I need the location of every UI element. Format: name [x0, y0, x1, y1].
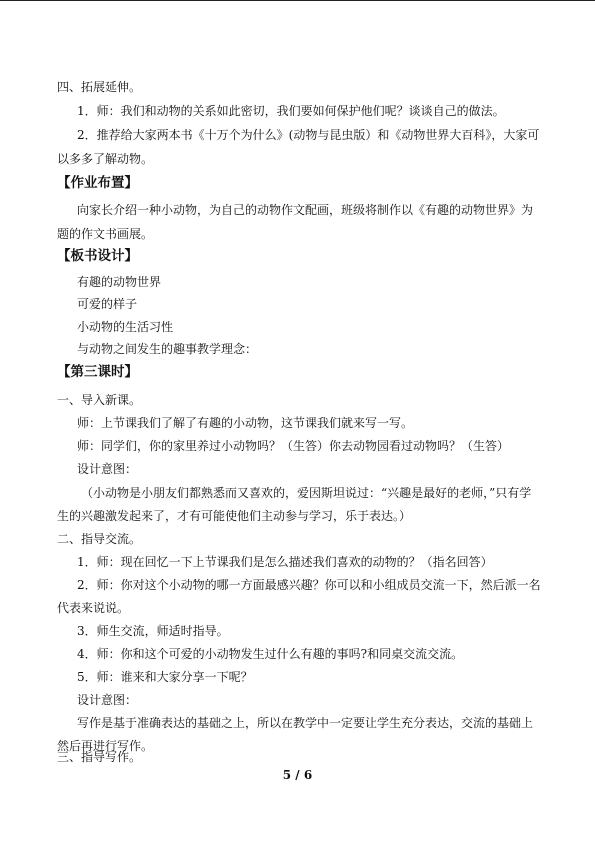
- extend-item-2: 2．推荐给大家两本书《十万个为什么》(动物与昆虫版）和《动物世界大百科》，大家可: [77, 128, 540, 142]
- board-line-4: 与动物之间发生的趣事教学理念：: [77, 342, 258, 356]
- section-heading-extend: 四、拓展延伸。: [57, 80, 142, 94]
- part1-line-2: 师：同学们，你的家里养过小动物吗？（生答）你去动物园看过动物吗？（生答）: [77, 439, 510, 453]
- part2-design-text: 写作是基于准确表达的基础之上，所以在教学中一定要让学生充分表达，交流的基础上: [77, 716, 534, 730]
- part2-item-1: 1．师：现在回忆一下上节课我们是怎么描述我们喜欢的动物的？（指名回答）: [77, 555, 493, 569]
- part2-design-label: 设计意图：: [77, 693, 138, 707]
- homework-text-cont: 题的作文书画展。: [57, 227, 154, 241]
- part1-design-label: 设计意图：: [77, 462, 138, 476]
- part3-heading: 三、指导写作。: [57, 750, 142, 764]
- homework-text: 向家长介绍一种小动物，为自己的动物作文配画，班级将制作以《有趣的动物世界》为: [77, 203, 534, 217]
- extend-item-1: 1．师：我们和动物的关系如此密切，我们要如何保护他们呢？谈谈自己的做法。: [77, 104, 505, 118]
- board-line-2: 可爱的样子: [77, 297, 138, 311]
- part1-line-1: 师：上节课我们了解了有趣的小动物，这节课我们就来写一写。: [77, 416, 414, 430]
- board-line-3: 小动物的生活习性: [77, 320, 174, 334]
- homework-heading: 【作业布置】: [57, 175, 138, 191]
- part2-item-5: 5．师：谁来和大家分享一下呢？: [77, 670, 253, 684]
- third-lesson-heading: 【第三课时】: [57, 364, 138, 380]
- part2-item-4: 4．师：你和这个可爱的小动物发生过什么有趣的事吗?和同桌交流交流。: [77, 647, 464, 661]
- extend-item-2-cont: 以多多了解动物。: [57, 152, 154, 166]
- part2-item-3: 3．师生交流，师适时指导。: [77, 624, 229, 638]
- page-top-rule: [0, 0, 595, 1]
- part1-design-text: （小动物是小朋友们都熟悉而又喜欢的，爱因斯坦说过：“兴趣是最好的老师，”只有学: [81, 486, 532, 500]
- part1-heading: 一、导入新课。: [57, 393, 142, 407]
- part2-heading: 二、指导交流。: [57, 532, 142, 546]
- part2-design-text-cont: 然后再进行写作。: [57, 739, 154, 753]
- board-design-heading: 【板书设计】: [57, 248, 138, 264]
- page-number: 5 / 6: [282, 768, 313, 782]
- part1-design-text-cont: 生的兴趣激发起来了，才有可能使他们主动参与学习，乐于表达。）: [57, 509, 412, 523]
- part2-item-2: 2．师：你对这个小动物的哪一方面最感兴趣？你可以和小组成员交流一下，然后派一名: [77, 578, 541, 592]
- board-line-1: 有趣的动物世界: [77, 275, 162, 289]
- part2-item-2-cont: 代表来说说。: [57, 601, 130, 615]
